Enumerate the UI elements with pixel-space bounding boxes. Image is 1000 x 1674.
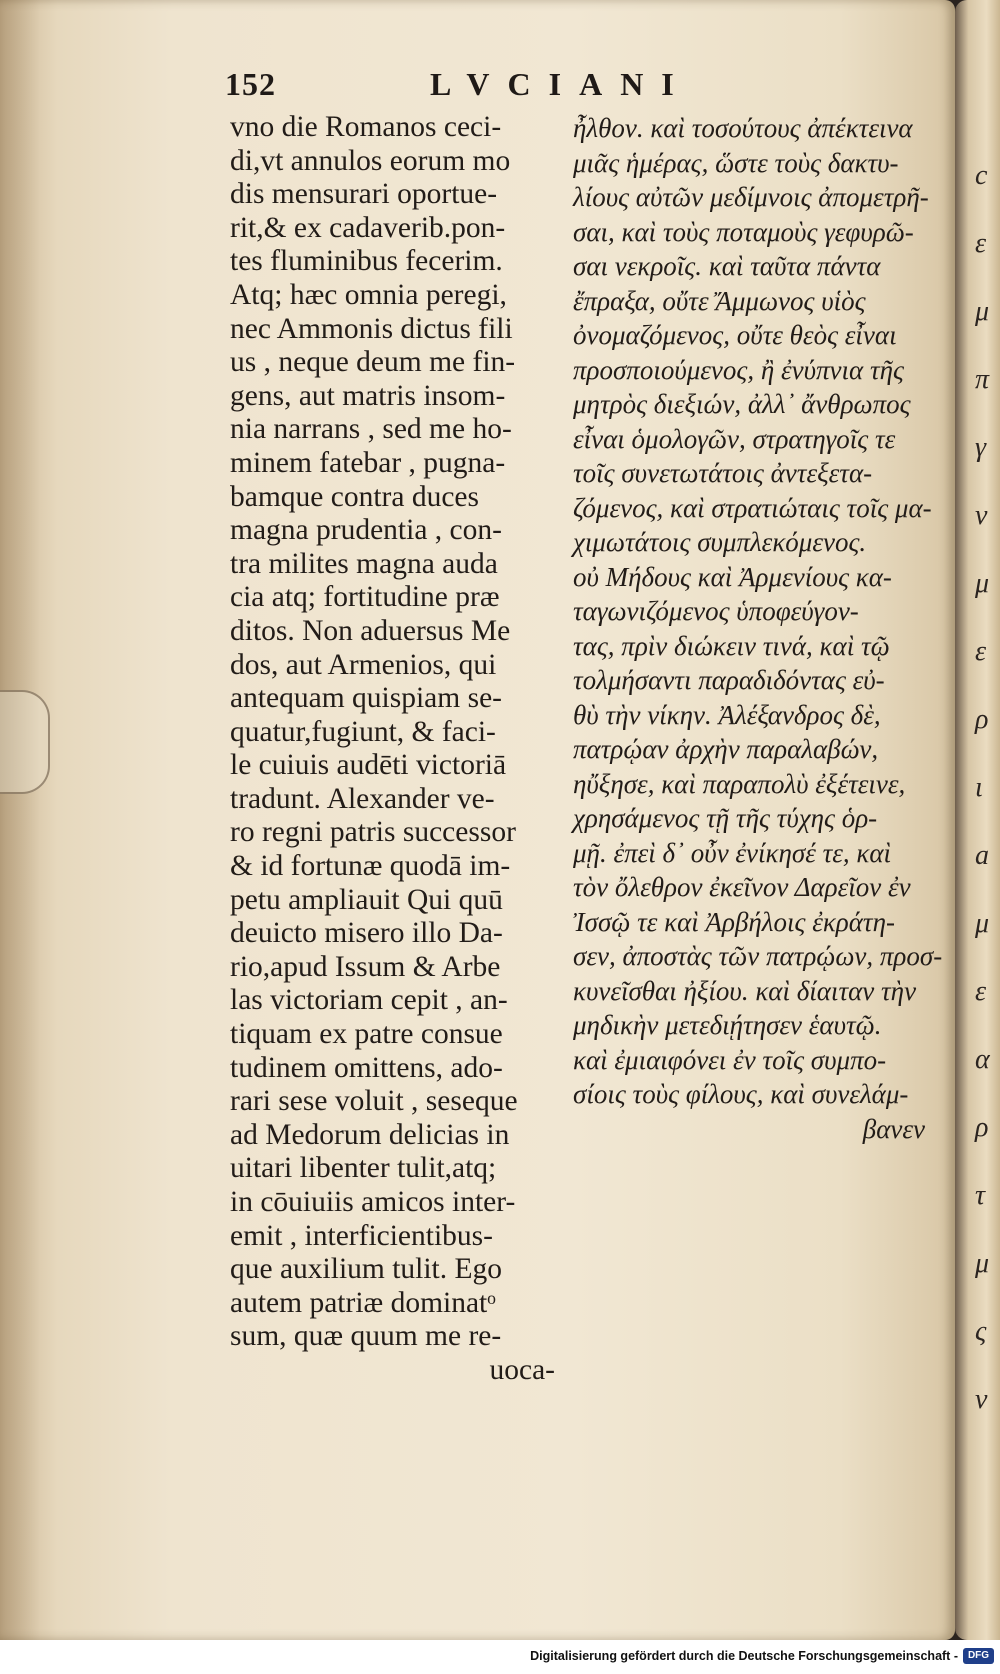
facing-page-fragment: τ (975, 1180, 986, 1211)
greek-text-line: ἦλθον. καὶ τοσούτους ἀπέκτεινα (573, 113, 913, 143)
greek-text-line: μητρὸς διεξιών, ἀλλ᾽ ἄνθρωπος (573, 389, 911, 419)
greek-text-line: τας, πρὶν διώκειν τινά, καὶ τῷ (573, 630, 890, 661)
greek-text-line: βανεν (862, 1113, 925, 1144)
latin-text-line: quatur,fugiunt, & faci- (230, 715, 496, 748)
facing-page-fragment: ν (975, 1384, 988, 1415)
greek-text-line: ηὔξησε, καὶ παραπολὺ ἐξέτεινε, (573, 768, 906, 799)
greek-text-line: μῇ. ἐπεὶ δ᾽ οὖν ἐνίκησέ τε, καὶ (573, 837, 892, 868)
greek-text-line: σαι νεκροῖς. καὶ ταῦτα πάντα (573, 251, 881, 281)
latin-text-line: cia atq; fortitudine præ (230, 581, 500, 614)
greek-text-line: ὀνομαζόμενος, οὔτε θεὸς εἶναι (573, 320, 897, 350)
greek-text-line: πατρῴαν ἀρχὴν παραλαβών, (573, 734, 879, 764)
facing-page-fragment: ε (975, 976, 987, 1007)
latin-text-line: ditos. Non aduersus Me (230, 614, 511, 647)
latin-text-line: magna prudentia , con- (230, 514, 502, 547)
digitization-footer (0, 1640, 1000, 1674)
greek-text-line: ἔπραξα, οὔτε Ἄμμωνος υἱὸς (573, 285, 866, 316)
facing-page-fragment: a (975, 840, 989, 871)
facing-page-fragment: ε (975, 228, 987, 259)
greek-text-line: μηδικὴν μετεδιῄτησεν ἑαυτῷ. (573, 1010, 882, 1040)
dfg-logo: DFG (963, 1648, 994, 1664)
latin-text-line: que auxilium tulit. Ego (230, 1253, 503, 1286)
facing-page-fragment: c (975, 160, 988, 191)
page-header (225, 66, 745, 106)
page-tab-marker (0, 690, 50, 794)
latin-text-line: ro regni patris successor (230, 816, 516, 849)
greek-text-line: κυνεῖσθαι ἠξίου. καὶ δίαιταν τὴν (573, 975, 917, 1006)
greek-text-line: σαι, καὶ τοὺς ποταμοὺς γεφυρῶ- (573, 216, 914, 247)
facing-page-fragment: ρ (975, 1112, 989, 1143)
facing-page-fragment: ρ (975, 704, 989, 735)
running-head: LVCIANI (430, 66, 692, 102)
latin-text-line: petu ampliauit Qui quū (230, 883, 503, 916)
digitization-note: Digitalisierung gefördert durch die Deutsche Forschungsgemeinschaft - (530, 1649, 958, 1663)
greek-text-line: θὺ τὴν νίκην. Ἀλέξανδρος δὲ, (573, 699, 881, 730)
facing-page-fragment: μ (975, 908, 990, 939)
facing-page-fragment: ν (975, 500, 988, 531)
greek-text-line: προσποιούμενος, ἢ ἐνύπνια τῆς (573, 354, 904, 385)
latin-text-line: dos, aut Armenios, qui (230, 648, 497, 681)
facing-page-fragment: ι (975, 772, 983, 803)
latin-text-line: tes fluminibus fecerim. (230, 245, 503, 278)
latin-text-line: nia narrans , sed me ho- (230, 413, 512, 446)
latin-text-line: uitari libenter tulit,atq; (230, 1152, 497, 1185)
facing-page-fragment: μ (975, 1248, 990, 1279)
latin-text-line: uoca- (489, 1353, 555, 1386)
latin-text-line: tiquam ex patre consue (230, 1018, 503, 1051)
latin-text-line: tra milites magna auda (230, 547, 498, 580)
latin-text-line: rio,apud Issum & Arbe (230, 950, 501, 983)
greek-text-line: χιμωτάτοις συμπλεκόμενος. (573, 527, 867, 557)
facing-page-fragment: π (975, 364, 990, 395)
latin-text-line: antequam quispiam se- (230, 682, 502, 715)
greek-text-line: εἶναι ὁμολογῶν, στρατηγοῖς τε (573, 423, 896, 454)
facing-page-fragment: μ (975, 296, 990, 327)
greek-text-line: Ἰσσῷ τε καὶ Ἀρβήλοις ἐκράτη- (573, 906, 895, 937)
greek-text-line: τὸν ὄλεθρον ἐκεῖνον Δαρεῖον ἐν (573, 872, 911, 902)
facing-page-fragment: α (975, 1044, 990, 1075)
greek-text-column (573, 111, 943, 1146)
greek-text-line: σίοις τοὺς φίλους, καὶ συνελάμ- (573, 1079, 909, 1109)
greek-text-line: τολμήσαντι παραδιδόντας εὐ- (573, 665, 885, 695)
latin-text-line: sum, quæ quum me re- (230, 1320, 502, 1353)
facing-page-fragment: γ (975, 432, 987, 463)
latin-text-line: tradunt. Alexander ve- (230, 782, 495, 815)
latin-text-line: autem patriæ dominatᵒ (230, 1286, 496, 1319)
latin-text-line: rit,& ex cadaverib.pon- (230, 211, 506, 244)
latin-text-line: us , neque deum me fin- (230, 346, 516, 379)
greek-text-line: οὐ Μήδους καὶ Ἀρμενίους κα- (573, 561, 892, 592)
facing-page-fragment: μ (975, 568, 990, 599)
greek-text-line: τοῖς συνετωτάτοις ἀντεξετα- (573, 458, 873, 488)
latin-text-line: di,vt annulos eorum mo (230, 144, 511, 177)
latin-text-line: dis mensurari oportue- (230, 178, 498, 211)
facing-page-fragment: ε (975, 636, 987, 667)
latin-text-line: le cuiuis audēti victoriā (230, 749, 507, 782)
greek-text-line: χρησάμενος τῇ τῆς τύχης ὁρ- (573, 803, 878, 833)
latin-text-line: deuicto misero illo Da- (230, 917, 503, 950)
latin-text-line: bamque contra duces (230, 480, 480, 513)
greek-text-line: ζόμενος, καὶ στρατιώταις τοῖς μα- (573, 492, 932, 523)
latin-text-line: gens, aut matris insom- (230, 379, 506, 412)
facing-page-fragment: ς (975, 1316, 987, 1347)
latin-text-line: rari sese voluit , seseque (230, 1085, 518, 1118)
greek-text-line: μιᾶς ἡμέρας, ὥστε τοὺς δακτυ- (573, 147, 899, 178)
latin-text-line: las victoriam cepit , an- (230, 984, 508, 1017)
greek-text-line: ταγωνιζόμενος ὑποφεύγον- (573, 596, 859, 626)
greek-text-line: καὶ ἐμιαιφόνει ἐν τοῖς συμπο- (573, 1044, 887, 1075)
facing-page-edge (955, 0, 1000, 1640)
latin-text-line: Atq; hæc omnia peregi, (230, 278, 507, 311)
latin-text-column (230, 111, 560, 1388)
latin-text-line: ad Medorum delicias in (230, 1118, 510, 1151)
page-number: 152 (225, 66, 276, 102)
latin-text-line: nec Ammonis dictus fili (230, 312, 513, 345)
greek-text-line: σεν, ἀποστὰς τῶν πατρῴων, προσ- (573, 941, 943, 971)
latin-text-line: & id fortunæ quodā im- (230, 850, 511, 883)
latin-text-line: tudinem omittens, ado- (230, 1051, 503, 1084)
greek-text-line: λίους αὐτῶν μεδίμνοις ἀπομετρῆ- (573, 182, 929, 212)
latin-text-line: vno die Romanos ceci- (230, 111, 502, 143)
latin-text-line: minem fatebar , pugna- (230, 446, 506, 479)
latin-text-line: emit , interficientibus- (230, 1219, 493, 1252)
latin-text-line: in cōuiuiis amicos inter- (230, 1186, 516, 1218)
